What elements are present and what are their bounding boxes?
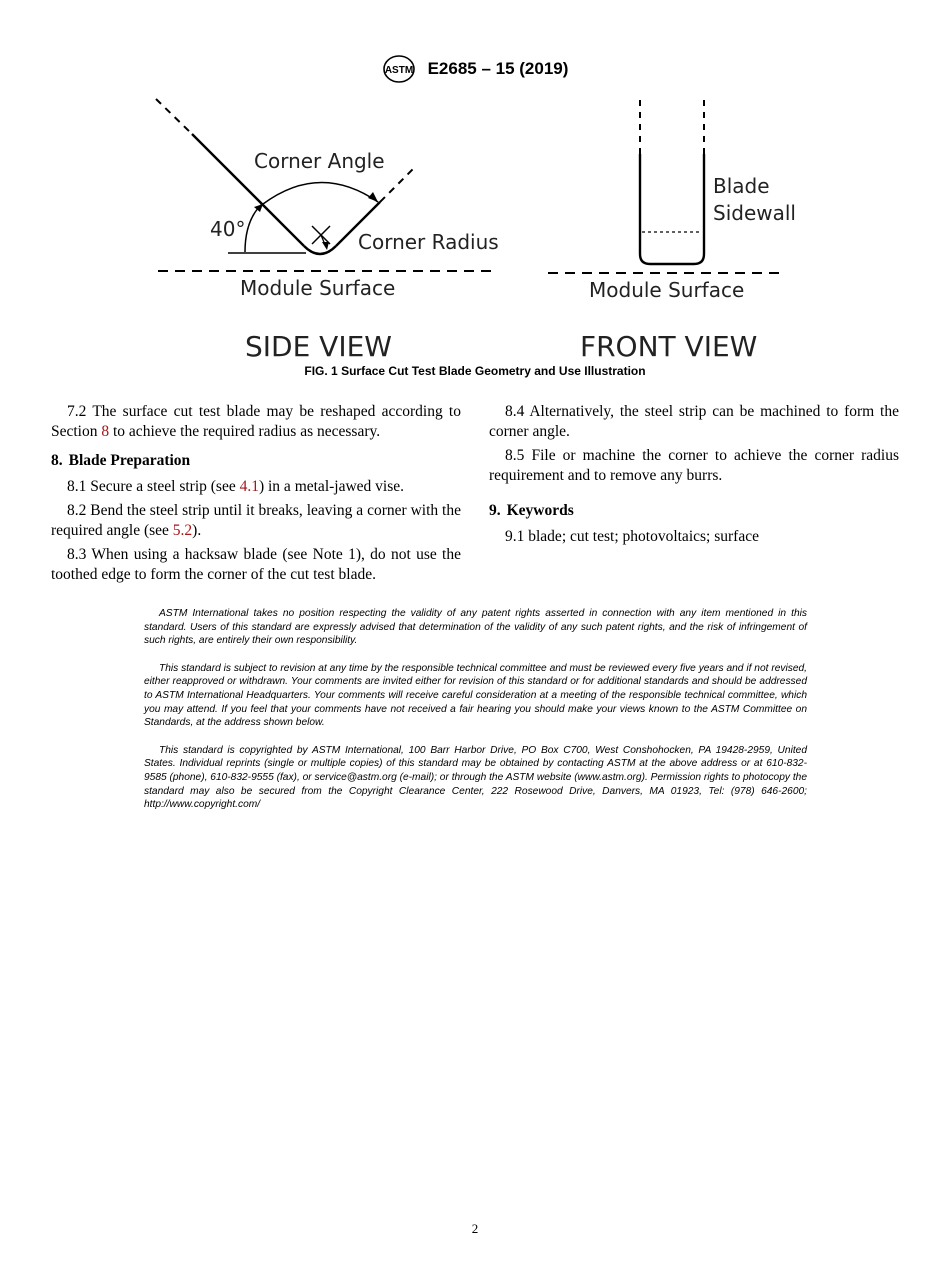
corner-radius-arc [304,246,336,254]
page-header [0,54,950,84]
section-9-heading: 9. Keywords [489,502,574,519]
section-8-link[interactable]: 8 [101,422,110,440]
paragraph-9-1: 9.1 blade; cut test; photovoltaics; surface [505,527,759,545]
astm-logo-icon [382,54,416,84]
side-module-surface-label: Module Surface [240,276,396,300]
blade-right-extension [380,168,414,202]
blade-label: Blade [713,174,770,198]
corner-angle-label: Corner Angle [254,149,385,173]
logo-text: ASTM [384,65,413,76]
corner-angle-arc [263,182,378,204]
right-column [489,402,899,551]
front-view-title: FRONT VIEW [580,330,758,363]
radius-arrowhead [322,242,329,250]
paragraph-8-1: 8.1 Secure a steel strip (see 4.1) in a metal-jawed vise. [67,477,405,495]
forty-degree-label: 40° [210,217,246,241]
side-view-title: SIDE VIEW [245,330,392,363]
section-5-2-link[interactable]: 5.2 [172,521,193,539]
copyright-notice: This standard is copyrighted by ASTM International, 100 Barr Harbor Drive, PO Box C700, West Conshohocken, PA 19428-2959, United States. Individual reprints (single or multiple copies) of this standard may be obtained by contacting ASTM at the above address or at 610-832-9585 (phone), 610-832-9555 (fax), or service@astm.org (e-mail); or through the ASTM website (www.astm.org). Permission rights to photocopy the standard may also be secured from the Copyright Clearance Center, 222 Rosewood Drive, Danvers, MA 01923, Tel: (978) 646-2600; http://www.copyright.com/ [144,744,807,811]
paragraph-8-3: 8.3 When using a hacksaw blade (see Note 1), do not use the toothed edge to form the corner of the cut test blade. [51,546,461,583]
paragraph-8-4: 8.4 Alternatively, the steel strip can be machined to form the corner angle. [489,403,899,440]
blade-left-extension [156,99,192,134]
page-number: 2 [471,1221,479,1236]
figure-1 [140,92,810,367]
left-column [51,402,461,589]
blade-sidewall-outline [640,154,704,264]
sidewall-label: Sidewall [713,201,796,225]
patent-notice: ASTM International takes no position respecting the validity of any patent rights asserted in connection with any item mentioned in this standard. Users of this standard are expressly advised that determination of the validity of any such patent rights, and the risk of infringement of such rights, are entirely their own responsibility. [144,608,807,647]
paragraph-8-5: 8.5 File or machine the corner to achieve the corner radius requirement and to remove any burrs. [489,447,899,484]
paragraph-8-2: 8.2 Bend the steel strip until it breaks, leaving a corner with the required angle (see 5.2). [51,502,461,539]
corner-angle-arrowhead [368,192,378,202]
standard-designation: E2685 – 15 (2019) [427,59,569,78]
section-8-heading: 8. Blade Preparation [51,452,191,469]
paragraph-7-2: 7.2 The surface cut test blade may be reshaped according to Section 8 to achieve the required radius as necessary. [51,403,461,440]
legal-notes [144,607,807,826]
corner-radius-label: Corner Radius [358,230,499,254]
revision-notice: This standard is subject to revision at any time by the responsible technical committee and must be reviewed every five years and if not revised, either reapproved or withdrawn. Your comments are invited either for revision of this standard or for additional standards and should be addressed to ASTM International Headquarters. Your comments will receive careful consideration at a meeting of the responsible technical committee, which you may attend. If you feel that your comments have not received a fair hearing you should make your views known to the ASTM Committee on Standards, at the address shown below. [144,662,807,729]
blade-geometry-illustration [140,92,810,367]
section-4-1-link[interactable]: 4.1 [239,477,259,495]
front-module-surface-label: Module Surface [589,278,745,302]
figure-caption: FIG. 1 Surface Cut Test Blade Geometry and Use Illustration [304,364,646,378]
